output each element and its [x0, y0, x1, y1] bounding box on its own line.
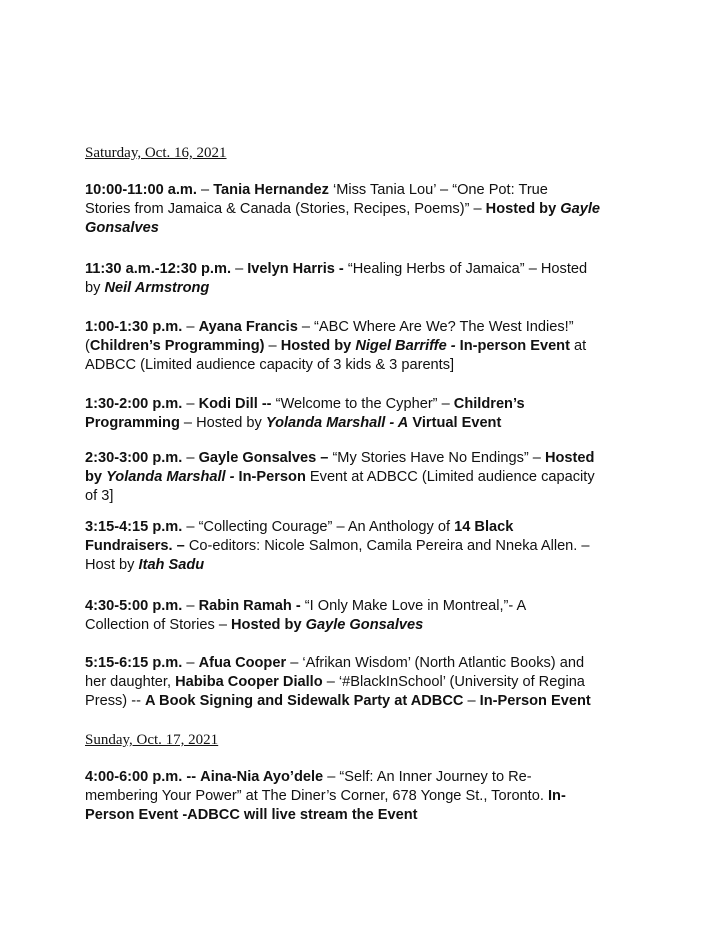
text-run: Fundraisers. –	[85, 538, 185, 554]
entry-line	[85, 260, 645, 279]
text-run: Hosted by	[280, 338, 356, 354]
entry-line	[85, 318, 645, 337]
text-run: 10:00-11:00 a.m.	[85, 182, 197, 198]
text-run: – ‘Afrikan Wisdom’ (North Atlantic Books) and	[286, 655, 585, 671]
text-run: Person Event -ADBCC will live stream the Event	[85, 807, 418, 823]
text-run: Hosted by	[485, 201, 561, 217]
text-run: Children’s	[453, 396, 525, 412]
text-run: “I Only Make Love in Montreal,”- A	[300, 598, 527, 614]
text-run: Press) --	[85, 693, 145, 709]
entry-line	[85, 356, 645, 375]
text-run: Tania Hernandez	[213, 182, 329, 198]
text-run: Afua Cooper	[198, 655, 287, 671]
text-run: at	[569, 338, 587, 354]
schedule-entry	[85, 654, 645, 711]
entry-line	[85, 468, 645, 487]
text-run: her daughter,	[85, 674, 176, 690]
entry-line	[85, 487, 645, 506]
text-run: –	[182, 598, 199, 614]
text-run: Programming	[85, 415, 180, 431]
text-run: Nigel Barriffe -	[355, 338, 456, 354]
text-run: Hosted	[544, 450, 595, 466]
entry-line	[85, 414, 645, 433]
text-run: In-Person Event	[479, 693, 591, 709]
text-run: (	[85, 338, 90, 354]
schedule-entry	[85, 395, 645, 433]
text-run: Rabin Ramah -	[198, 598, 301, 614]
text-run: 11:30 a.m.-12:30 p.m.	[85, 261, 232, 277]
schedule-entry	[85, 449, 645, 506]
text-run: “My Stories Have No Endings” –	[328, 450, 545, 466]
text-run: Children’s Programming)	[89, 338, 265, 354]
text-run: –	[182, 319, 199, 335]
text-run: Aina-Nia Ayo’dele	[200, 769, 324, 785]
text-run: 4:00-6:00 p.m. --	[85, 769, 197, 785]
section-heading: Saturday, Oct. 16, 2021	[85, 145, 227, 161]
text-run: Yolanda Marshall -	[106, 469, 235, 485]
entry-line	[85, 692, 645, 711]
schedule-entry	[85, 518, 645, 575]
text-run: In-	[547, 788, 566, 804]
schedule-entry	[85, 597, 645, 635]
text-run: –	[231, 261, 248, 277]
text-run: Stories from Jamaica & Canada (Stories, Recipes, Poems)” –	[85, 201, 486, 217]
entry-line	[85, 787, 645, 806]
schedule-entry	[85, 318, 645, 375]
text-run: A Book Signing and Sidewalk Party at ADBCC	[145, 693, 464, 709]
text-run: ‘Miss Tania Lou’ – “One Pot: True	[328, 182, 548, 198]
text-run: Hosted by	[231, 617, 306, 633]
text-run: Ayana Francis	[198, 319, 298, 335]
text-run: Virtual Event	[412, 415, 502, 431]
text-run: Gayle Gonsalves	[305, 617, 424, 633]
entry-line	[85, 337, 645, 356]
text-run: 1:30-2:00 p.m.	[85, 396, 183, 412]
entry-line	[85, 449, 645, 468]
entry-line	[85, 556, 645, 575]
text-run: membering Your Power” at The Diner’s Corner, 678 Yonge St., Toronto.	[85, 788, 548, 804]
text-run: Habiba Cooper Diallo	[175, 674, 323, 690]
entry-line	[85, 654, 645, 673]
text-run: “Healing Herbs of Jamaica” – Hosted	[343, 261, 588, 277]
entry-line	[85, 597, 645, 616]
text-run: – “ABC Where Are We? The West Indies!”	[297, 319, 574, 335]
text-run: ADBCC (Limited audience capacity of 3 kids & 3 parents]	[85, 357, 455, 373]
text-run: – Hosted by	[179, 415, 266, 431]
text-run: – “Self: An Inner Journey to Re-	[323, 769, 532, 785]
text-run: Kodi Dill --	[198, 396, 272, 412]
schedule-entry	[85, 181, 645, 238]
text-run: Gonsalves	[85, 220, 159, 236]
text-run: –	[182, 396, 199, 412]
text-run: In-Person	[234, 469, 306, 485]
text-run: of 3]	[85, 488, 114, 504]
text-run: Itah Sadu	[138, 557, 205, 573]
text-run: 5:15-6:15 p.m.	[85, 655, 183, 671]
text-run: Ivelyn Harris -	[247, 261, 344, 277]
text-run: 3:15-4:15 p.m.	[85, 519, 183, 535]
text-run: 2:30-3:00 p.m.	[85, 450, 183, 466]
text-run: –	[264, 338, 281, 354]
section-heading: Sunday, Oct. 17, 2021	[85, 732, 219, 748]
entry-line	[85, 200, 645, 219]
entry-line	[85, 395, 645, 414]
text-run: – “Collecting Courage” – An Anthology of	[182, 519, 455, 535]
entry-line	[85, 181, 645, 200]
text-run: Gayle Gonsalves –	[198, 450, 329, 466]
text-run: “Welcome to the Cypher” –	[271, 396, 454, 412]
entry-line	[85, 768, 645, 787]
text-run: Collection of Stories –	[85, 617, 232, 633]
schedule-entry	[85, 768, 645, 825]
text-run: 14 Black	[454, 519, 514, 535]
entry-line	[85, 537, 645, 556]
text-run: –	[196, 182, 214, 198]
text-run: by	[85, 469, 107, 485]
entry-line	[85, 616, 645, 635]
entry-line	[85, 673, 645, 692]
text-run: Yolanda Marshall - A	[265, 415, 409, 431]
entry-line	[85, 806, 645, 825]
text-run: –	[463, 693, 480, 709]
entry-line	[85, 279, 645, 298]
text-run: Gayle	[560, 201, 601, 217]
entry-line	[85, 518, 645, 537]
text-run: I	[455, 338, 464, 354]
schedule-entry	[85, 260, 645, 298]
text-run: –	[182, 450, 199, 466]
text-run: Event at ADBCC (Limited audience capacity	[305, 469, 595, 485]
text-run: 4:30-5:00 p.m.	[85, 598, 183, 614]
text-run: by	[85, 280, 105, 296]
entry-line	[85, 219, 645, 238]
text-run: –	[182, 655, 199, 671]
text-run: – ‘#BlackInSchool’ (University of Regina	[322, 674, 585, 690]
text-run: 1:00-1:30 p.m.	[85, 319, 183, 335]
text-run: n-person Event	[463, 338, 570, 354]
text-run: Co-editors: Nicole Salmon, Camila Pereira and Nneka Allen. –	[184, 538, 590, 554]
text-run: Host by	[85, 557, 139, 573]
text-run: Neil Armstrong	[104, 280, 210, 296]
